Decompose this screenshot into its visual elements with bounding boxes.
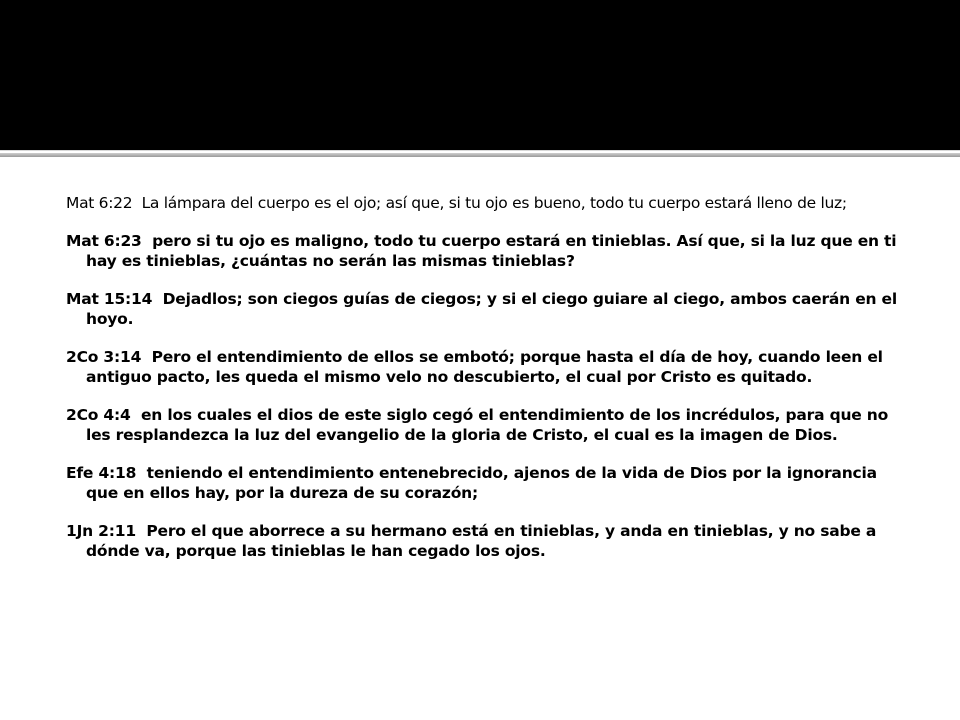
verse-reference: Mat 6:23 (66, 232, 142, 250)
verse-item (66, 521, 900, 561)
verse-reference: 1Jn 2:11 (66, 522, 136, 540)
verse-item (66, 289, 900, 329)
verse-reference: Mat 6:22 (66, 194, 133, 212)
verse-list (66, 193, 900, 579)
verse-text: Pero el que aborrece a su hermano está en tinieblas, y anda en tinieblas, y no sabe a dónde va, porque las tinieblas le han cegado los ojos. (86, 522, 877, 560)
verse-item (66, 193, 900, 213)
divider-line (0, 153, 960, 157)
verse-item (66, 405, 900, 445)
verse-reference: Efe 4:18 (66, 464, 137, 482)
verse-reference: 2Co 4:4 (66, 406, 131, 424)
verse-text: Pero el entendimiento de ellos se embotó; porque hasta el día de hoy, cuando leen el antiguo pacto, les queda el mismo velo no descubierto, el cual por Cristo es quitado. (86, 348, 883, 386)
verse-item (66, 347, 900, 387)
verse-text: Dejadlos; son ciegos guías de ciegos; y si el ciego guiare al ciego, ambos caerán en el hoyo. (86, 290, 897, 328)
verse-item (66, 463, 900, 503)
verse-reference: Mat 15:14 (66, 290, 153, 308)
verse-text: en los cuales el dios de este siglo cegó el entendimiento de los incrédulos, para que no les resplandezca la luz del evangelio de la gloria de Cristo, el cual es la imagen de Dios. (86, 406, 889, 444)
verse-reference: 2Co 3:14 (66, 348, 142, 366)
title-band (0, 0, 960, 150)
verse-text: pero si tu ojo es maligno, todo tu cuerpo estará en tinieblas. Así que, si la luz que en ti hay es tinieblas, ¿cuántas no serán las mismas tinieblas? (86, 232, 897, 270)
verse-text: teniendo el entendimiento entenebrecido, ajenos de la vida de Dios por la ignorancia que en ellos hay, por la dureza de su corazón; (86, 464, 877, 502)
verse-item (66, 231, 900, 271)
verse-text: La lámpara del cuerpo es el ojo; así que, si tu ojo es bueno, todo tu cuerpo estará lleno de luz; (141, 194, 847, 212)
